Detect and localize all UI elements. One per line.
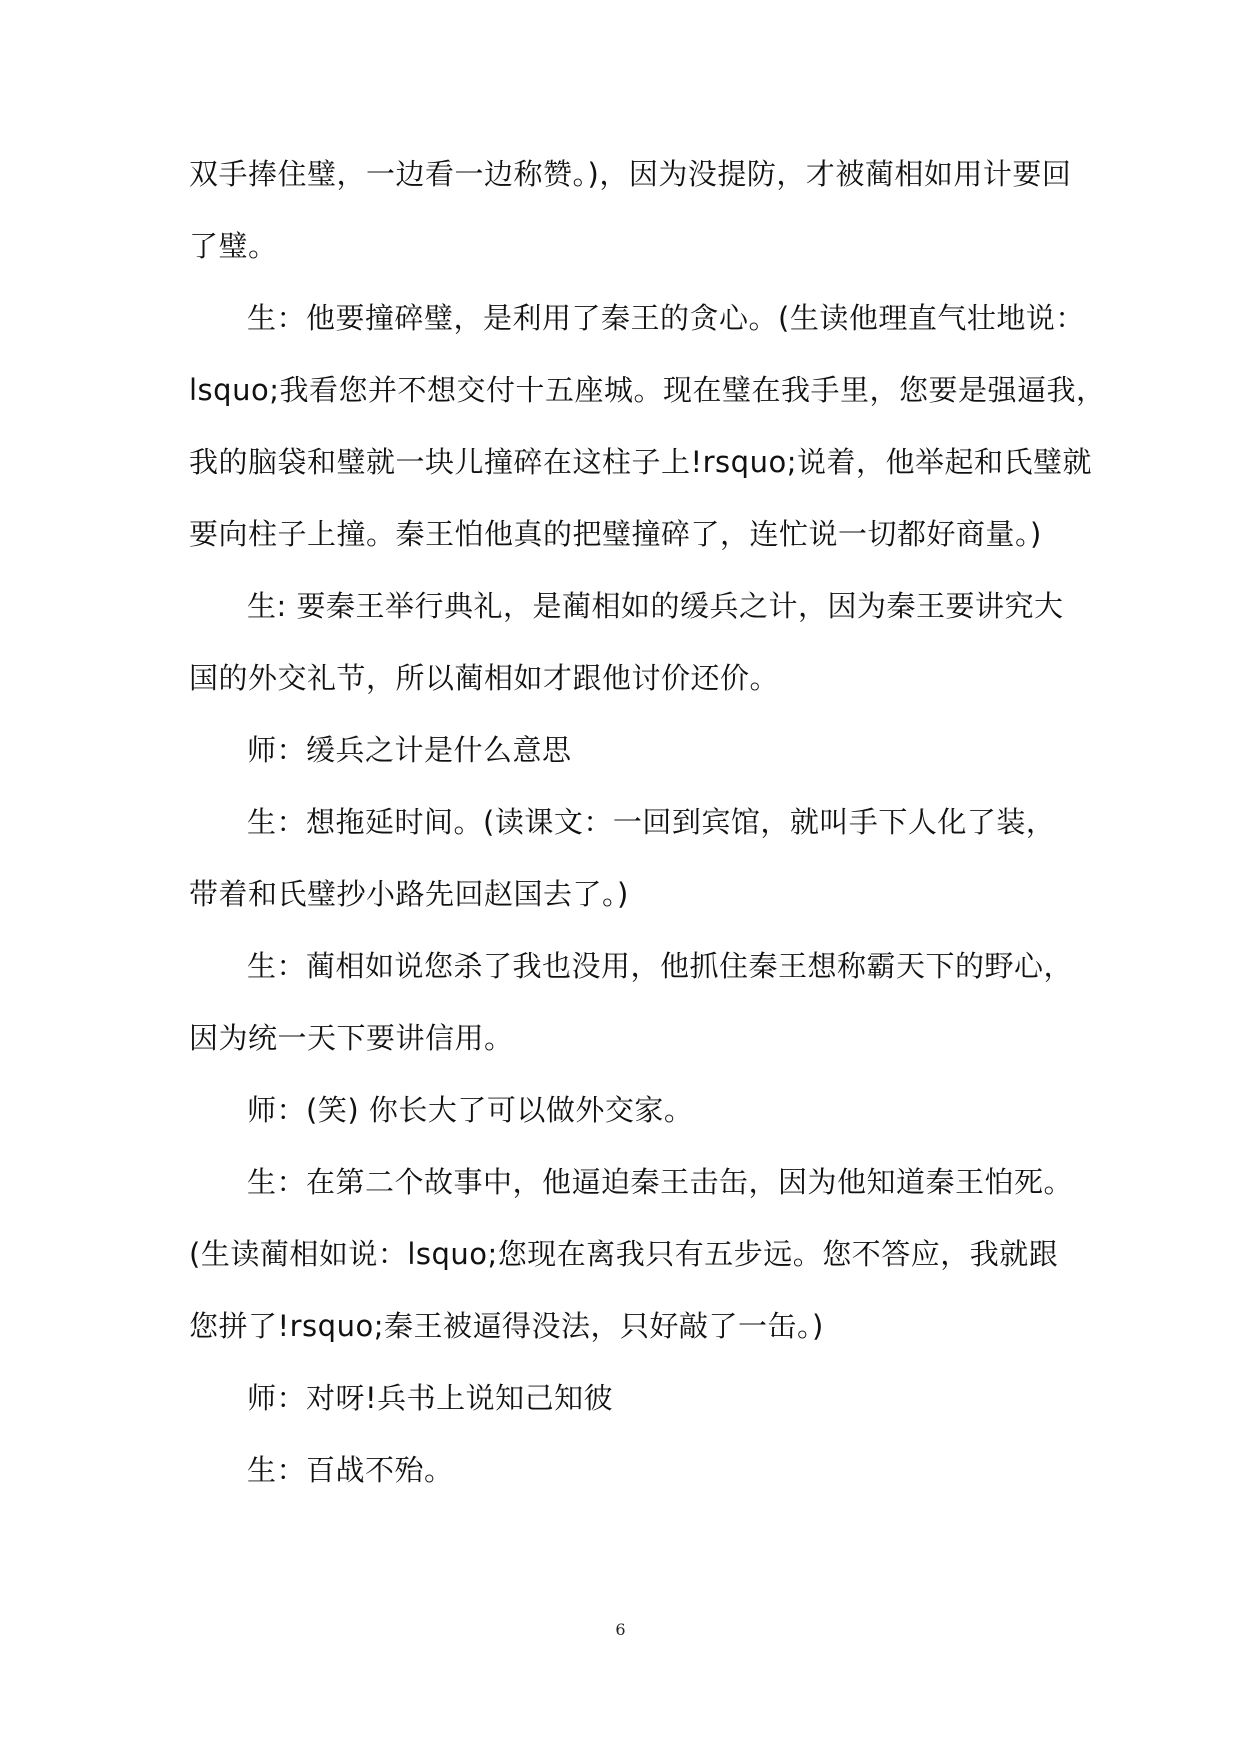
text-line: 生：百战不殆。 [247, 1453, 454, 1487]
page-number: 6 [615, 1620, 626, 1639]
text-line: 我的脑袋和璧就一块儿撞碎在这柱子上!rsquo;说着，他举起和氏璧就 [189, 445, 1092, 479]
text-line: 了璧。 [189, 229, 278, 263]
text-line: 因为统一天下要讲信用。 [189, 1021, 514, 1055]
text-line: 国的外交礼节，所以蔺相如才跟他讨价还价。 [189, 661, 780, 695]
text-line: 生：蔺相如说您杀了我也没用，他抓住秦王想称霸天下的野心， [247, 949, 1074, 983]
text-line: 要向柱子上撞。秦王怕他真的把璧撞碎了，连忙说一切都好商量。) [189, 517, 1042, 551]
text-line: 带着和氏璧抄小路先回赵国去了。) [189, 877, 629, 911]
text-line: 师：(笑) 你长大了可以做外交家。 [247, 1093, 694, 1127]
text-line: 生: 要秦王举行典礼，是蔺相如的缓兵之计，因为秦王要讲究大 [247, 589, 1064, 623]
text-line: 师：缓兵之计是什么意思 [247, 733, 572, 767]
text-line: lsquo;我看您并不想交付十五座城。现在璧在我手里，您要是强逼我， [189, 373, 1106, 407]
text-line: 生：他要撞碎璧，是利用了秦王的贪心。(生读他理直气壮地说： [247, 301, 1085, 335]
text-line: 师：对呀!兵书上说知己知彼 [247, 1381, 614, 1415]
document-body [189, 138, 1106, 1506]
text-line: 生：在第二个故事中，他逼迫秦王击缶，因为他知道秦王怕死。 [247, 1165, 1074, 1199]
text-line: (生读蔺相如说：lsquo;您现在离我只有五步远。您不答应，我就跟 [189, 1237, 1059, 1271]
text-line: 双手捧住璧，一边看一边称赞。)，因为没提防，才被蔺相如用计要回 [189, 157, 1072, 191]
text-line: 您拼了!rsquo;秦王被逼得没法，只好敲了一缶。) [189, 1309, 824, 1343]
text-line: 生：想拖延时间。(读课文：一回到宾馆，就叫手下人化了装， [247, 805, 1056, 839]
